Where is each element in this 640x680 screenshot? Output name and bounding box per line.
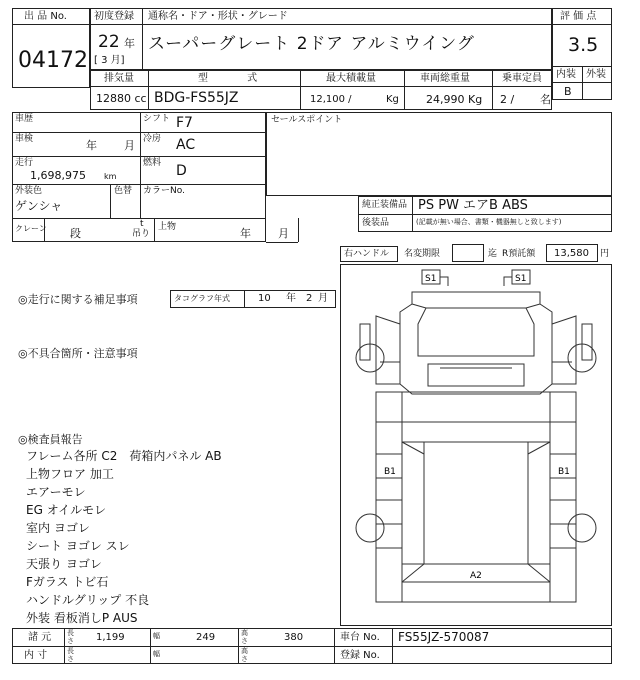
color-code-label: カラーNo. — [143, 186, 185, 196]
model-label: 型 式 — [198, 73, 276, 84]
gross-weight-label: 車両総重量 — [420, 73, 470, 84]
driving-notes-label: ◎走行に関する補足事項 — [18, 293, 138, 306]
equipment-value: PS PW エアB ABS — [418, 198, 528, 213]
lot-number: 04172 — [18, 48, 88, 73]
tachograph-year: 10 — [258, 293, 271, 304]
mileage-label: 走行 — [15, 158, 34, 168]
inner-dims-label: 内 寸 — [24, 650, 48, 661]
exterior-color-label: 外装色 — [15, 186, 43, 196]
damage-mark-a2: A2 — [470, 571, 482, 581]
inspector-line: EG オイルモレ — [26, 503, 107, 517]
registration-year-unit: 年 — [124, 37, 135, 50]
height-label: 高さ — [241, 629, 248, 645]
inspector-line: ハンドルグリップ 不良 — [26, 593, 150, 607]
recycle-label: R預託額 — [502, 249, 536, 259]
length-value: 1,199 — [96, 632, 125, 643]
inspector-line: エアーモレ — [26, 485, 86, 499]
inspector-line: 天張り ヨゴレ — [26, 557, 102, 571]
body-label: 上物 — [158, 222, 177, 232]
dims-label: 諸 元 — [28, 632, 52, 643]
defects-label: ◎不具合箇所・注意事項 — [18, 347, 138, 360]
name-change-box — [452, 244, 484, 262]
model-code: BDG-FS55JZ — [154, 90, 239, 106]
steering-value: 右ハンドル — [344, 249, 390, 259]
damage-mark-s1-left: S1 — [425, 274, 437, 284]
inspector-line: 上物フロア 加工 — [26, 467, 114, 481]
recycle-amount: 13,580 — [554, 248, 589, 259]
max-load-value: 12,100 / — [310, 94, 352, 105]
mileage-value: 1,698,975 — [30, 169, 86, 182]
inspector-line: フレーム各所 C2 荷箱内パネル AB — [26, 449, 222, 463]
inspector-line: シート ヨゴレ スレ — [26, 539, 130, 553]
crane-stage: 段 — [70, 227, 81, 240]
tachograph-month-unit: 月 — [318, 293, 328, 304]
inspection-month-unit: 月 — [124, 139, 135, 152]
rating-label: 評 価 点 — [560, 11, 597, 22]
inner-length-label: 長さ — [67, 647, 74, 663]
name-change-label: 名変期限 — [404, 249, 441, 259]
name-change-suffix: 迄 — [488, 249, 498, 259]
chassis-label: 車台 No. — [340, 632, 380, 643]
aftermarket-label: 後装品 — [362, 218, 390, 228]
recycle-unit: 円 — [600, 249, 610, 259]
capacity-unit: 名 — [540, 93, 551, 106]
crane-hang: 吊り — [132, 229, 151, 239]
chassis-number: FS55JZ-570087 — [398, 630, 490, 644]
crane-ton: t — [140, 219, 144, 229]
inspector-line: 室内 ヨゴレ — [26, 521, 90, 535]
vehicle-name: スーパーグレート 2ドア アルミウイング — [148, 34, 475, 54]
body-year-unit: 年 — [240, 227, 251, 240]
tachograph-label: タコグラフ年式 — [174, 294, 230, 303]
gross-weight-value: 24,990 Kg — [426, 93, 483, 106]
exterior-color-value: ゲンシャ — [15, 199, 63, 213]
aircon-label: 冷房 — [143, 134, 162, 144]
displacement-value: 12880 cc — [96, 92, 147, 105]
equipment-label: 純正装備品 — [362, 200, 408, 210]
aftermarket-note: (記載が無い場合、書類・機器無しと致します) — [416, 218, 562, 226]
color-change-label: 色替 — [114, 186, 133, 196]
exterior-label: 外装 — [586, 69, 606, 80]
damage-mark-b1-right: B1 — [558, 467, 570, 477]
capacity-value: 2 / — [500, 93, 515, 106]
height-value: 380 — [284, 632, 304, 643]
registration-label: 登録 No. — [340, 650, 380, 661]
damage-mark-s1-right: S1 — [515, 274, 527, 284]
max-load-label: 最大積載量 — [326, 73, 376, 84]
history-label: 車歴 — [15, 114, 34, 124]
crane-label: クレーン — [15, 224, 47, 233]
fuel-value: D — [176, 163, 187, 179]
fuel-label: 燃料 — [143, 158, 162, 168]
shift-value: F7 — [176, 115, 193, 131]
inspection-year-unit: 年 — [86, 139, 97, 152]
max-load-unit: Kg — [386, 94, 399, 105]
body-month-unit: 月 — [278, 227, 289, 240]
length-label: 長さ — [67, 629, 74, 645]
inner-width-label: 幅 — [153, 650, 160, 658]
inspector-report-list — [26, 447, 326, 627]
lot-number-label: 出 品 No. — [24, 11, 67, 22]
interior-label: 内装 — [556, 69, 576, 80]
inner-height-label: 高さ — [241, 647, 248, 663]
inspector-line: 外装 看板消しP AUS — [26, 611, 138, 625]
width-value: 249 — [196, 632, 216, 643]
tachograph-year-unit: 年 — [286, 293, 296, 304]
aircon-value: AC — [176, 137, 196, 153]
registration-year: 22 — [98, 32, 120, 52]
interior-grade: B — [564, 85, 572, 98]
displacement-label: 排気量 — [104, 73, 134, 84]
truck-diagram — [340, 264, 612, 626]
mileage-unit: km — [104, 172, 117, 181]
registration-month: [ 3 月] — [94, 55, 125, 66]
capacity-label: 乗車定員 — [502, 73, 542, 84]
shift-label: シフト — [143, 114, 171, 124]
rating-score: 3.5 — [568, 34, 599, 56]
sales-point-label: セールスポイント — [271, 115, 343, 125]
tachograph-month: 2 — [306, 293, 313, 304]
first-registration-label: 初度登録 — [94, 11, 134, 22]
width-label: 幅 — [153, 632, 160, 640]
inspector-report-label: ◎検査員報告 — [18, 433, 83, 446]
model-name-label: 通称名・ドア・形状・グレード — [148, 11, 288, 22]
damage-mark-b1-left: B1 — [384, 467, 396, 477]
inspector-line: Fガラス トビ石 — [26, 575, 109, 589]
inspection-label: 車検 — [15, 134, 34, 144]
